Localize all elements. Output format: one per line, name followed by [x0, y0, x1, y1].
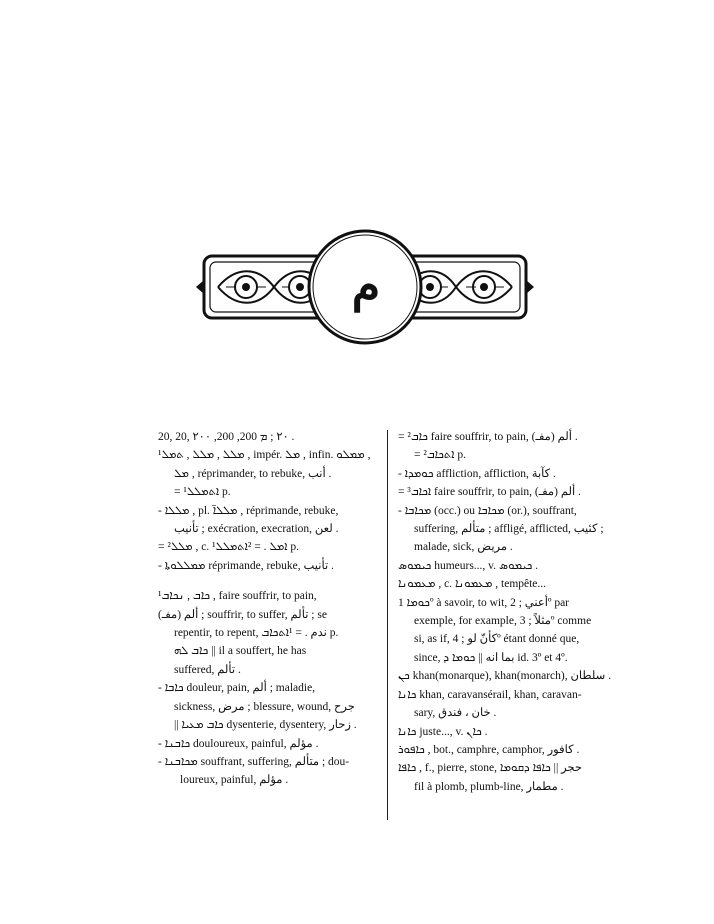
entry-line: = ²ܡܠܠ , c. ¹ܐܡܠ . = ²ܐܬܡܠܠ p.	[158, 541, 300, 554]
column-divider	[387, 430, 388, 820]
entry-line: exemple, for example, مثلاً ; 3º comme	[414, 615, 592, 628]
entry-line: - ܡܡܠܠܘܬܐ réprimande, rebuke, تأنيب .	[158, 559, 334, 572]
entry-line: ܟܐܦܘܪ , bot., camphre, camphor, كافور .	[398, 743, 580, 756]
entry-line: suffered, تألم .	[174, 663, 241, 676]
entry-line: - ܟܘܡܕܐ affliction, affliction, كآبة .	[398, 467, 556, 480]
entry-line: ܟܐܢܐ juste..., v. ܟܐܢ .	[398, 725, 488, 738]
entry-line: since, بما انه || ܟܘܡܐ ܕ id. 3º et 4º.	[414, 651, 568, 664]
entry-line: repentir, to repent, ندم . = ¹ܐܬܟܐܒ p.	[174, 627, 339, 640]
entry-line: ܡܥܡܘܢܐ , c. ܡܥܡܘܢܐ , tempête...	[398, 578, 547, 591]
entry-line: || ܟܐܒ ܡܥܝܐ dysenterie, dysentery, زحار .	[174, 719, 357, 732]
entry-line: suffering, متألم ; affligé, afflicted, كئيب ;	[414, 523, 604, 536]
entry-line: - ܟܐܒܢܐ douloureux, painful, مؤلم .	[158, 737, 319, 750]
entry-line: 20, 20, ٢٠ ; ܡ 200, 200, ٢٠٠ .	[158, 431, 295, 443]
chapter-letter-mim: م	[351, 260, 381, 311]
entry-line: - ܡܟܐܒܐ (occ.) ou ܡܟܐܒܐ (or.), souffrant,	[398, 504, 577, 517]
entry-line: - ܡܟܐܒܢܐ souffrant, suffering, متألم ; dou-	[158, 755, 350, 768]
entry-line: = ²ܐܬܟܐܒ p.	[414, 449, 466, 462]
entry-line: fil à plomb, plumb-line, مطمار .	[414, 780, 564, 793]
entry-line: (مفـ) ألم ; souffrir, to suffer, تألم ; se	[158, 608, 327, 621]
entry-line: تأنيب ; exécration, execration, لعن .	[174, 523, 339, 536]
entry-line: = ³ܐܟܐܒ faire souffrir, to pain, (مفـ) ألم .	[398, 486, 581, 499]
entry-line: ¹ܟܐܒ , ܢܟܐܒ , faire souffrir, to pain,	[158, 590, 317, 603]
entry-gap	[158, 575, 380, 587]
entry-line: si, as if, كأنّ لو ; 4º étant donné que,	[414, 633, 580, 646]
entry-line: ܟܘܡܐ 1º à savoir, to wit, أعني ; 2º par	[398, 596, 570, 609]
entry-line: sary, خان ، فندق .	[414, 707, 497, 720]
entry-line: = ¹ܐܬܡܠܠ p.	[174, 486, 231, 499]
entry-line: sickness, مرض ; blessure, wound, جرح	[174, 700, 355, 713]
entry-line: ܟܢ khan(monarque), khan(monarch), سلطان .	[398, 670, 612, 683]
entry-line: = ²ܟܐܒ faire souffrir, to pain, (مفـ) ألم .	[398, 431, 578, 443]
entry-line: malade, sick, مريض .	[414, 541, 513, 554]
entry-line: - ܟܐܒܐ douleur, pain, ألم ; maladie,	[158, 682, 316, 695]
right-column	[398, 428, 610, 796]
entry-line: loureux, painful, مؤلم .	[180, 774, 289, 787]
entry-line: ܟܐܒ ܠܗ || il a souffert, he has	[174, 645, 307, 658]
left-column	[158, 428, 380, 790]
entry-line: ¹ܡܠܠ , ܡܠܠ , ܬܡܠ , impér. ܡܠ , infin. ܡܡܠܘ ,	[158, 449, 371, 462]
entry-line: ܡܠ , réprimander, to rebuke, أنب .	[174, 467, 332, 480]
entry-line: - ܡܠܠܐ , pl. ܡܠܠܐ̈ , réprimande, rebuke,	[158, 504, 339, 517]
entry-line: ܟܝܡܘܣ humeurs..., v. ܟܝܡܘܣ .	[398, 559, 539, 572]
entry-line: ܟܐܢܐ khan, caravansérail, khan, caravan-	[398, 688, 582, 701]
entry-line: ܟܐܦܐ , f., pierre, stone, حجر || ܟܐܦܐ ܕܩܘܡܐ	[398, 762, 583, 775]
